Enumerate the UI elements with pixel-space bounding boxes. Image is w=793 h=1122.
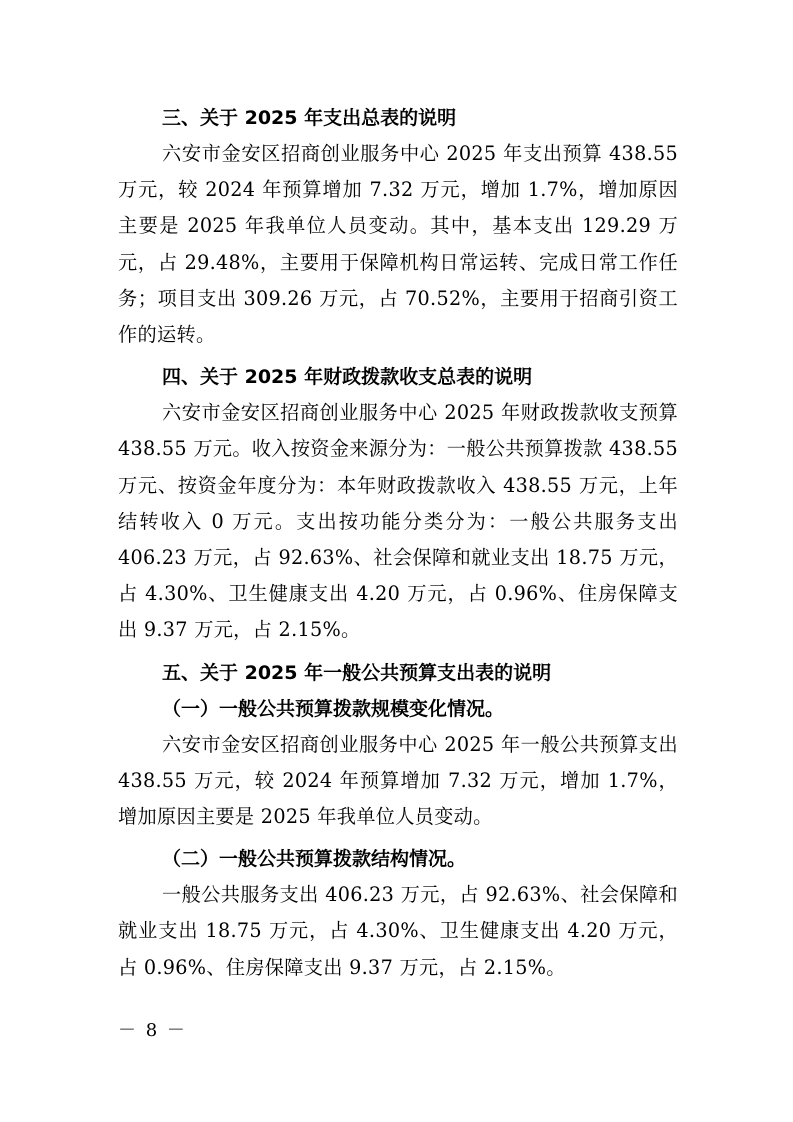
subsection-5-1-paragraph: 六安市金安区招商创业服务中心 2025 年一般公共预算支出 438.55 万元，较 2024 年预算增加 7.32 万元，增加 1.7%，增加原因主要是 2025 年我单位人员变动。 (118, 732, 678, 829)
document-body (118, 100, 678, 992)
subsection-heading-5-2: （二）一般公共预算拨款结构情况。 (162, 848, 467, 871)
section-3-paragraph: 六安市金安区招商创业服务中心 2025 年支出预算 438.55 万元，较 2024 年预算增加 7.32 万元，增加 1.7%，增加原因主要是 2025 年我单位人员变动。其中，基本支出 129.29 万元，占 29.48%，主要用于保障机构日常运转、完成日常工作任务；项目支出 309.26 万元，占 70.52%，主要用于招商引资工作的运转。 (118, 142, 678, 347)
subsection-5-2-paragraph: 一般公共服务支出 406.23 万元，占 92.63%、社会保障和就业支出 18.75 万元，占 4.30%、卫生健康支出 4.20 万元，占 0.96%、住房保障支出 9.37 万元，占 2.15%。 (118, 883, 678, 979)
section-heading-5: 五、关于 2025 年一般公共预算支出表的说明 (162, 661, 552, 684)
page-number: － 8 － (118, 1020, 187, 1041)
section-4-paragraph: 六安市金安区招商创业服务中心 2025 年财政拨款收支预算 438.55 万元。收入按资金来源分为：一般公共预算拨款 438.55 万元、按资金年度分为：本年财政拨款收入 438.55 万元，上年结转收入 0 万元。支出按功能分类分为：一般公共服务支出 406.23 万元，占 92.63%、社会保障和就业支出 18.75 万元，占 4.30%、卫生健康支出 4.20 万元，占 0.96%、住房保障支出 9.37 万元，占 2.15%。 (118, 401, 678, 642)
section-heading-4: 四、关于 2025 年财政拨款收支总表的说明 (162, 366, 533, 389)
section-heading-3: 三、关于 2025 年支出总表的说明 (162, 107, 457, 129)
subsection-heading-5-1: （一）一般公共预算拨款规模变化情况。 (162, 697, 505, 720)
